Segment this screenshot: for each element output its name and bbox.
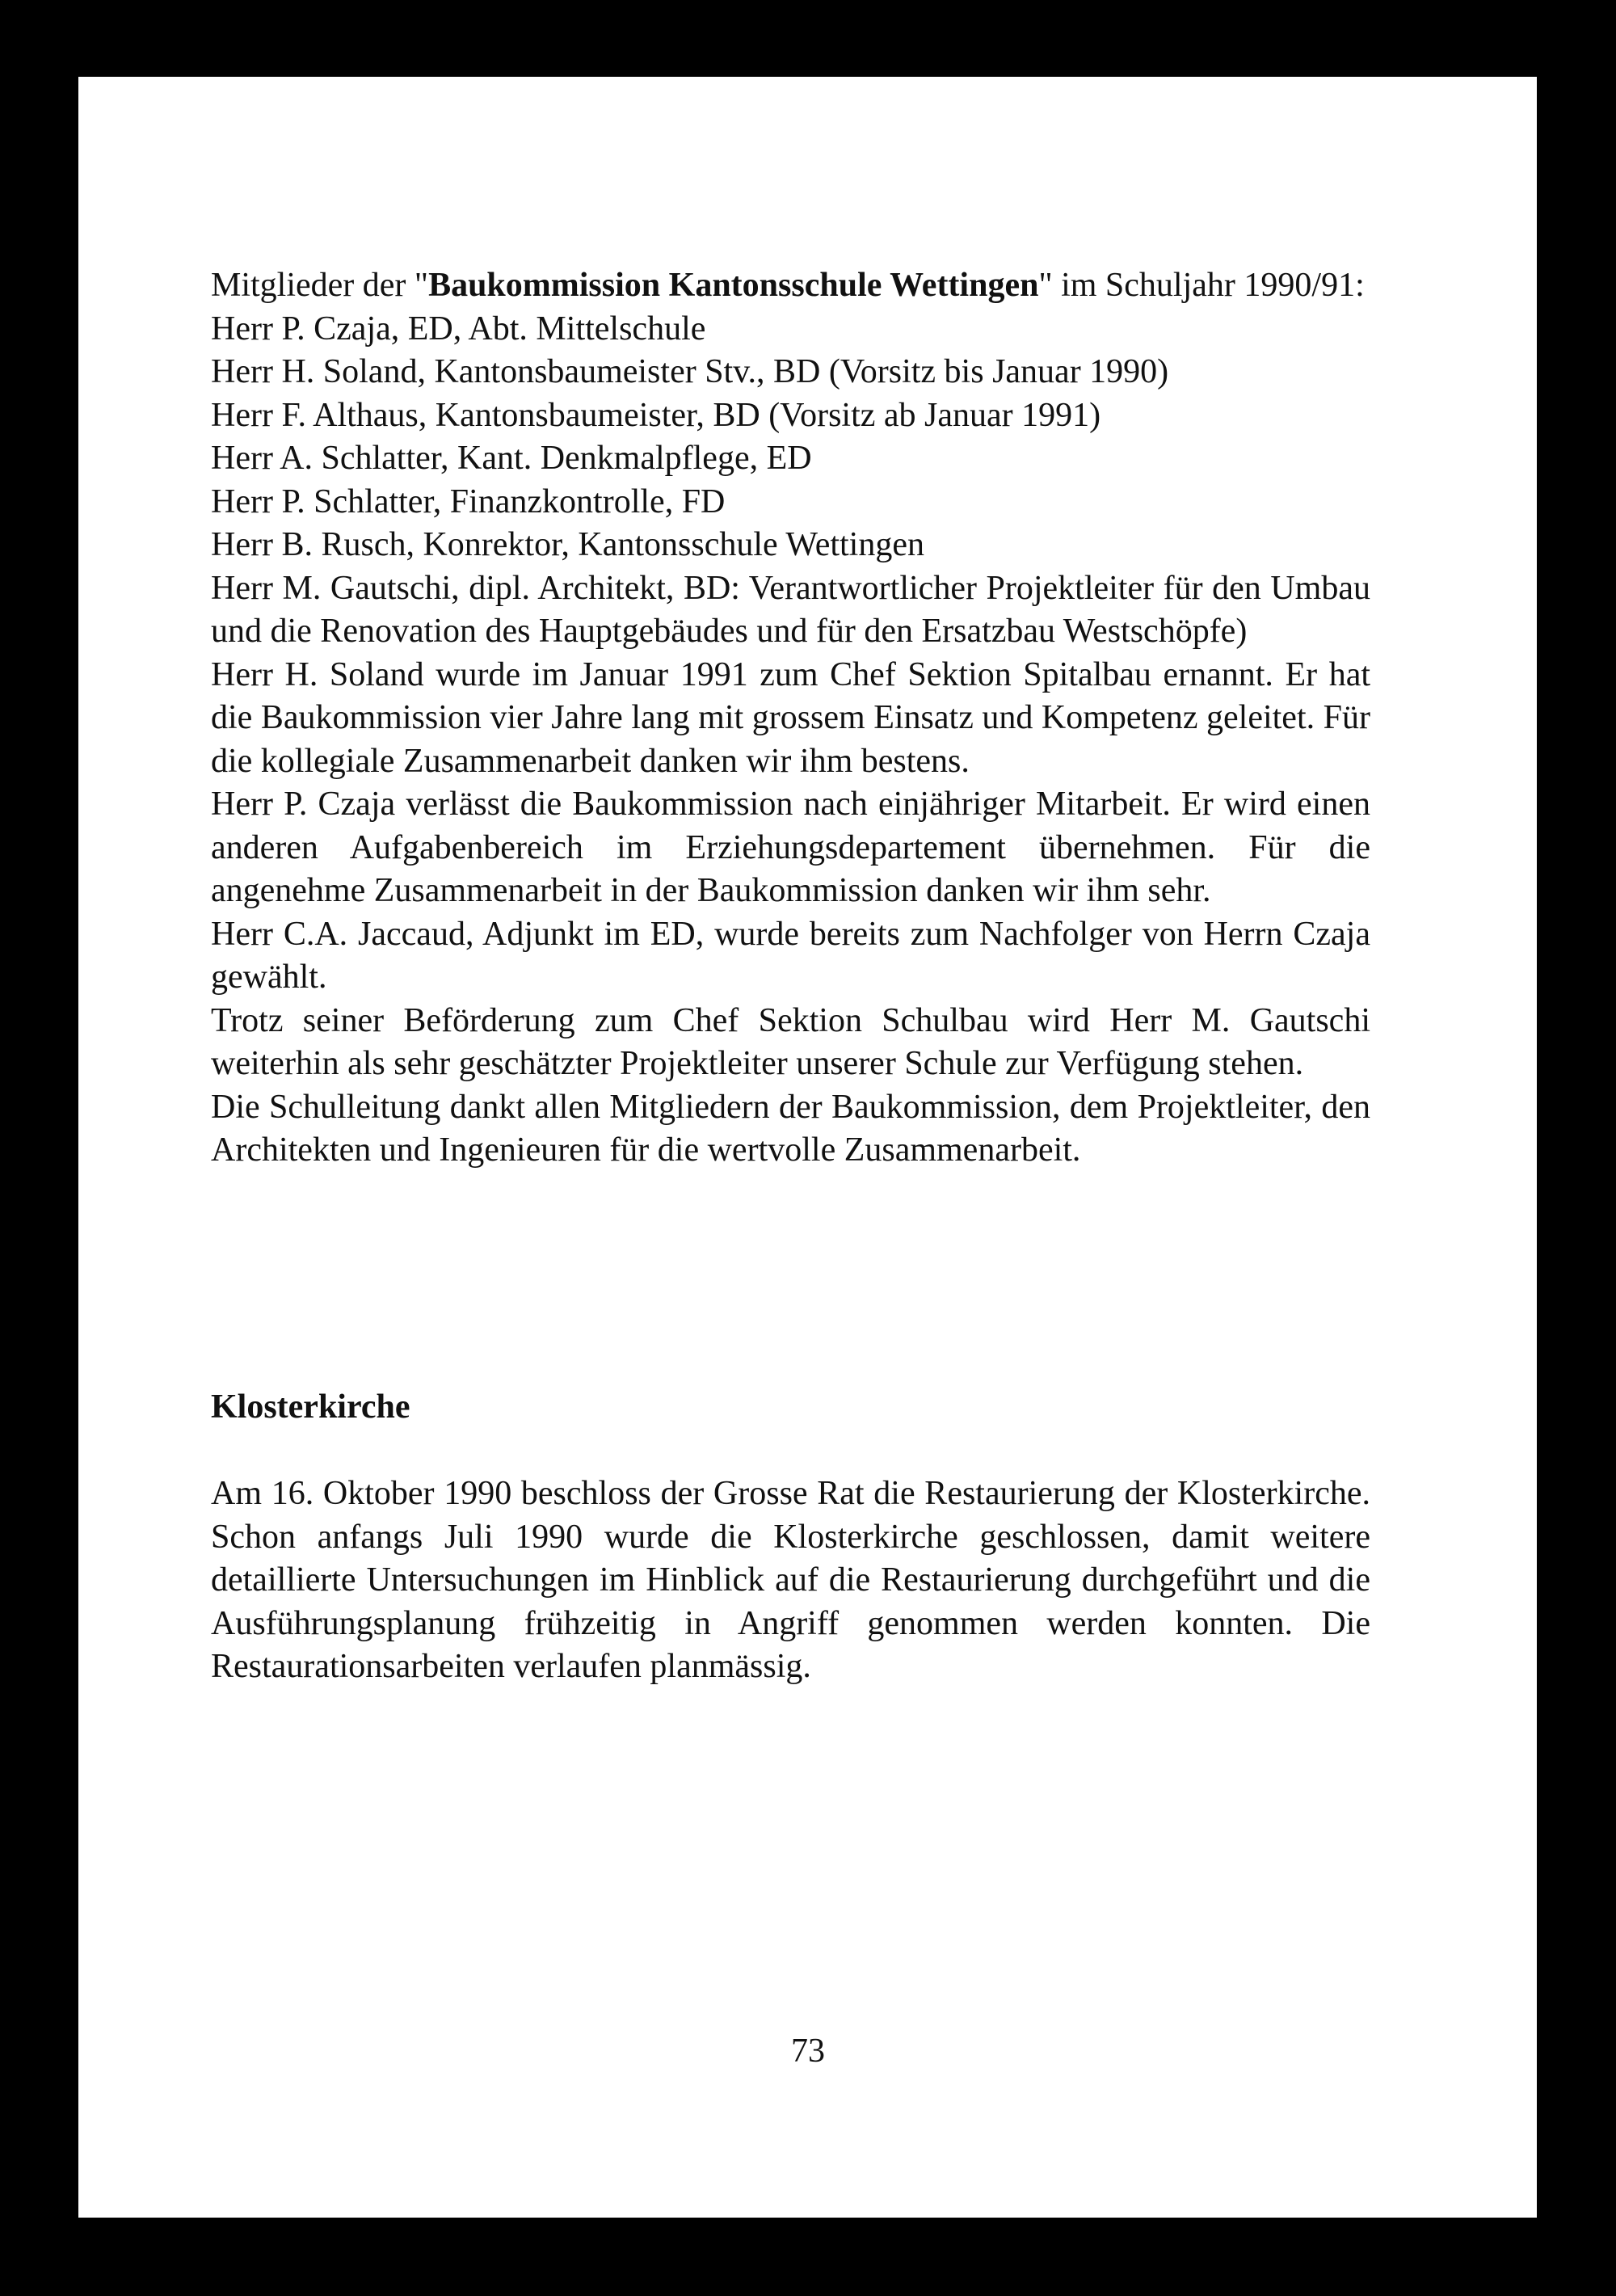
member-item: Herr B. Rusch, Konrektor, Kantonsschule Wettingen bbox=[211, 526, 924, 563]
member-item: Herr P. Schlatter, Finanzkontrolle, FD bbox=[211, 482, 726, 520]
intro-suffix: " im Schuljahr 1990/91: bbox=[1038, 267, 1365, 304]
commission-section bbox=[211, 264, 1370, 1173]
paragraph-czaja: Herr P. Czaja verlässt die Baukommission nach einjähriger Mitarbeit. Er wird einen anderen Aufgabenbereich im Erziehungsdepartement übernehmen. Für die angenehme Zusammenarbeit in der Baukommission danken wir ihm sehr. bbox=[211, 786, 1370, 909]
member-item: Herr H. Soland, Kantonsbaumeister Stv., BD (Vorsitz bis Januar 1990) bbox=[211, 353, 1169, 390]
klosterkirche-section bbox=[211, 1472, 1370, 1689]
paragraph-jaccaud: Herr C.A. Jaccaud, Adjunkt im ED, wurde bereits zum Nachfolger von Herrn Czaja gewählt. bbox=[211, 915, 1370, 996]
paragraph-soland: Herr H. Soland wurde im Januar 1991 zum Chef Sektion Spitalbau ernannt. Er hat die Baukommission vier Jahre lang mit grossem Einsatz und Kompetenz geleitet. Für die kollegiale Zusammenarbeit danken wir ihm bestens. bbox=[211, 655, 1370, 780]
member-item: Herr P. Czaja, ED, Abt. Mittelschule bbox=[211, 310, 706, 348]
member-item: Herr F. Althaus, Kantonsbaumeister, BD (Vorsitz ab Januar 1991) bbox=[211, 396, 1101, 434]
paragraph-thanks: Die Schulleitung dankt allen Mitgliedern der Baukommission, dem Projektleiter, den Architekten und Ingenieuren für die wertvolle Zusammenarbeit. bbox=[211, 1088, 1370, 1169]
commission-name: Baukommission Kantonsschule Wettingen bbox=[428, 267, 1039, 304]
member-item: Herr M. Gautschi, dipl. Architekt, BD: Verantwortlicher Projektleiter für den Umbau und die Renovation des Hauptgebäudes und für den Ersatzbau Westschöpfe) bbox=[211, 569, 1370, 650]
page-number: 73 bbox=[791, 2033, 825, 2070]
section-heading: Klosterkirche bbox=[211, 1388, 410, 1426]
section-paragraph: Am 16. Oktober 1990 beschloss der Grosse Rat die Restaurierung der Klosterkirche. Schon anfangs Juli 1990 wurde die Klosterkirche geschlossen, damit weitere detaillierte Untersuchungen im Hinblick auf die Restaurierung durchgeführt und die Ausführungsplanung frühzeitig in Angriff genommen werden konnten. Die Restaurationsarbeiten verlaufen planmässig. bbox=[211, 1475, 1370, 1685]
intro-line bbox=[211, 264, 1370, 308]
intro-prefix: Mitglieder der " bbox=[211, 267, 429, 304]
member-item: Herr A. Schlatter, Kant. Denkmalpflege, ED bbox=[211, 440, 812, 477]
paragraph-gautschi: Trotz seiner Beförderung zum Chef Sektion Schulbau wird Herr M. Gautschi weiterhin als sehr geschätzter Projektleiter unserer Schule zur Verfügung stehen. bbox=[211, 1001, 1370, 1082]
